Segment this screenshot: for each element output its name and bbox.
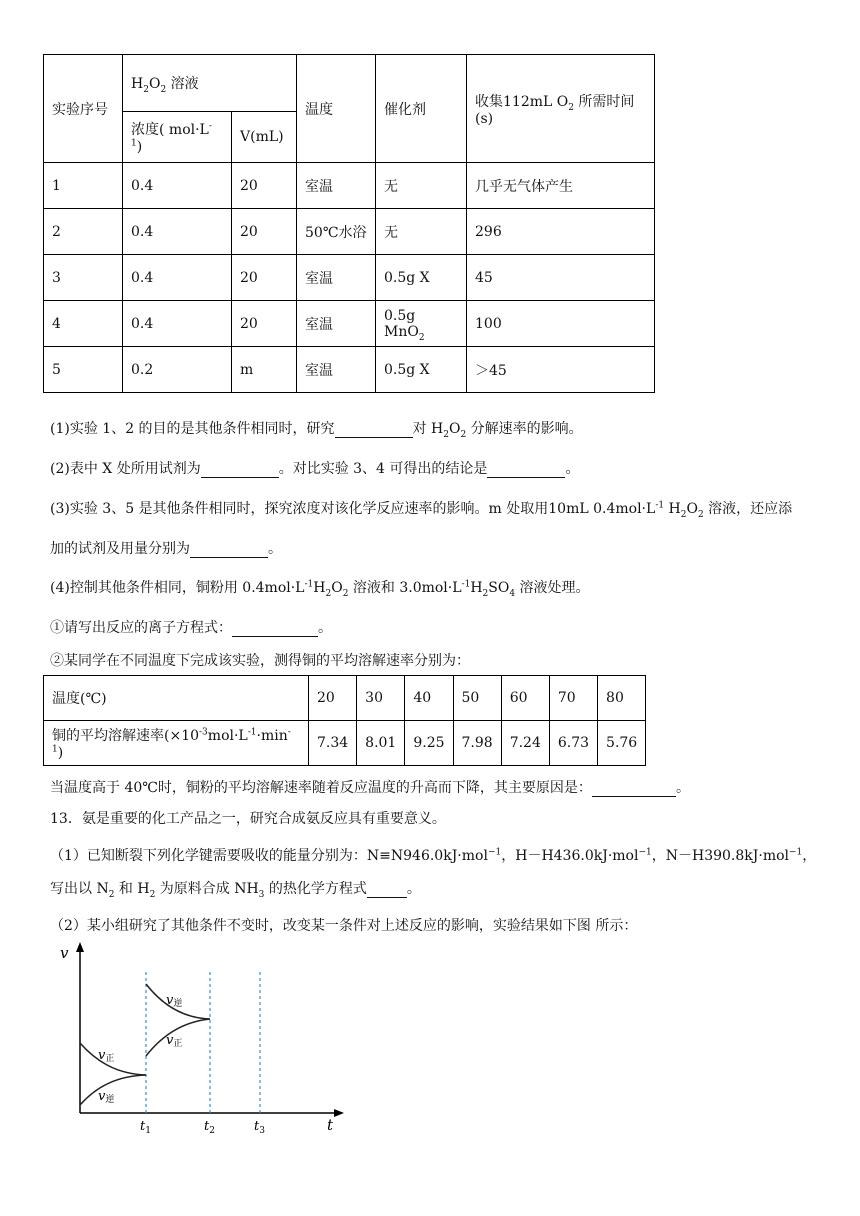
header-temp: 温度 [297,55,376,163]
y-axis-label: v [60,944,69,962]
question-3: (3)实验 3、5 是其他条件相同时，探究浓度对该化学反应速率的影响。m 处取用10mL $0.4mol\cdot L^{-1}$ $H_2O_2$ 溶液，还应添 [50,500,793,520]
cell-time: 296 [467,209,655,255]
v-forward-curve-2 [146,1019,210,1056]
cell-seq: 1 [44,163,123,209]
t2-label: $t_2$ [204,1119,215,1136]
cell-temp: 室温 [297,301,376,347]
answer-blank[interactable] [487,463,565,478]
question-4-1: ①请写出反应的离子方程式： 。 [50,620,332,636]
answer-blank[interactable] [592,782,676,797]
cell-temp: 50℃水浴 [297,209,376,255]
question-4-3: 当温度高于 40℃时，铜粉的平均溶解速率随着反应温度的升高而下降，其主要原因是： 。 [50,780,690,796]
cell-seq: 3 [44,255,123,301]
x-axis-arrow [334,1109,344,1117]
answer-blank[interactable] [232,622,318,637]
cell-conc: 0.4 [123,209,232,255]
cell-conc: 0.4 [123,301,232,347]
cell-time: 100 [467,301,655,347]
copper-rate-table [43,675,646,766]
cell-seq: 4 [44,301,123,347]
cell-vol: m [232,347,297,393]
question-3-cont: 加的试剂及用量分别为 。 [50,541,282,557]
row-label-temperature: 温度(℃) [44,676,309,721]
header-time: 收集112mL $O_2$ 所需时间(s) [467,55,655,163]
rate-time-graph [50,940,350,1140]
answer-blank[interactable] [201,463,279,478]
answer-blank[interactable] [335,423,413,438]
header-solution: $H_2O_2$ 溶液 [123,55,297,112]
question-2: (2)表中 X 处所用试剂为 。对比实验 3、4 可得出的结论是 。 [50,461,580,477]
cell-rate: 6.73 [549,721,597,766]
experiment-table [43,54,655,393]
v-reverse-label-2: v逆 [166,993,183,1009]
v-forward-label-2: v正 [166,1033,183,1049]
header-volume: V(mL) [232,112,297,163]
cell-catalyst: 0.5g X [376,347,467,393]
v-reverse-label: v逆 [98,1089,115,1105]
cell-rate: 8.01 [357,721,405,766]
x-axis-label: t [327,1116,334,1134]
question-1: (1)实验 1、2 的目的是其他条件相同时，研究 对 $H_2O_2$ 分解速率的影响。 [50,421,583,440]
cell-rate: 9.25 [405,721,453,766]
cell-vol: 20 [232,163,297,209]
header-catalyst: 催化剂 [376,55,467,163]
cell-temperature: 50 [453,676,501,721]
cell-temperature: 20 [309,676,357,721]
y-axis-arrow [76,942,84,952]
cell-conc: 0.4 [123,255,232,301]
cell-vol: 20 [232,209,297,255]
v-forward-label: v正 [98,1048,115,1064]
question-13-2: （2）某小组研究了其他条件不变时，改变某一条件对上述反应的影响，实验结果如下图 所示： [50,918,638,934]
cell-catalyst: 0.5g MnO$_2$ [376,301,467,347]
cell-rate: 5.76 [598,721,646,766]
cell-temp: 室温 [297,163,376,209]
cell-time: ＞45 [467,347,655,393]
cell-temp: 室温 [297,255,376,301]
cell-seq: 5 [44,347,123,393]
question-13-1-cont: 写出以 $N_2$ 和 $H_2$ 为原料合成 $NH_3$ 的热化学方程式 。 [50,881,421,900]
question-13: 13．氨是重要的化工产品之一，研究合成氨反应具有重要意义。 [50,811,446,827]
t3-label: $t_3$ [254,1119,265,1136]
cell-temperature: 80 [598,676,646,721]
cell-rate: 7.98 [453,721,501,766]
cell-rate: 7.34 [309,721,357,766]
t1-label: $t_1$ [140,1119,151,1136]
row-label-rate: 铜的平均溶解速率$(\times 10^{-3}mol\cdot L^{-1}\cdot\min^{-1})$ [44,721,309,766]
cell-temperature: 40 [405,676,453,721]
cell-conc: 0.4 [123,163,232,209]
cell-catalyst: 无 [376,163,467,209]
cell-time: 45 [467,255,655,301]
answer-blank[interactable] [190,543,268,558]
cell-temperature: 70 [549,676,597,721]
header-concentration: 浓度( $mol\cdot L^{-1}$) [123,112,232,163]
question-4: (4)控制其他条件相同，铜粉用 $0.4mol\cdot L^{-1}H_2O_2$ 溶液和 $3.0mol\cdot L^{-1}H_2SO_4$ 溶液处理。 [50,579,590,599]
cell-time: 几乎无气体产生 [467,163,655,209]
question-13-1: （1）已知断裂下列化学键需要吸收的能量分别为：N≡N946.0kJ·mol$^{-1}$，H－H436.0kJ·mol$^{-1}$，N－H390.8kJ·mol$^{-1}$， [50,847,817,864]
cell-temperature: 30 [357,676,405,721]
cell-seq: 2 [44,209,123,255]
cell-temp: 室温 [297,347,376,393]
cell-catalyst: 无 [376,209,467,255]
cell-conc: 0.2 [123,347,232,393]
cell-temperature: 60 [501,676,549,721]
question-4-2: ②某同学在不同温度下完成该实验，测得铜的平均溶解速率分别为： [50,653,470,669]
header-seq: 实验序号 [44,55,123,163]
cell-vol: 20 [232,301,297,347]
answer-blank[interactable] [367,883,407,898]
cell-rate: 7.24 [501,721,549,766]
cell-catalyst: 0.5g X [376,255,467,301]
cell-vol: 20 [232,255,297,301]
